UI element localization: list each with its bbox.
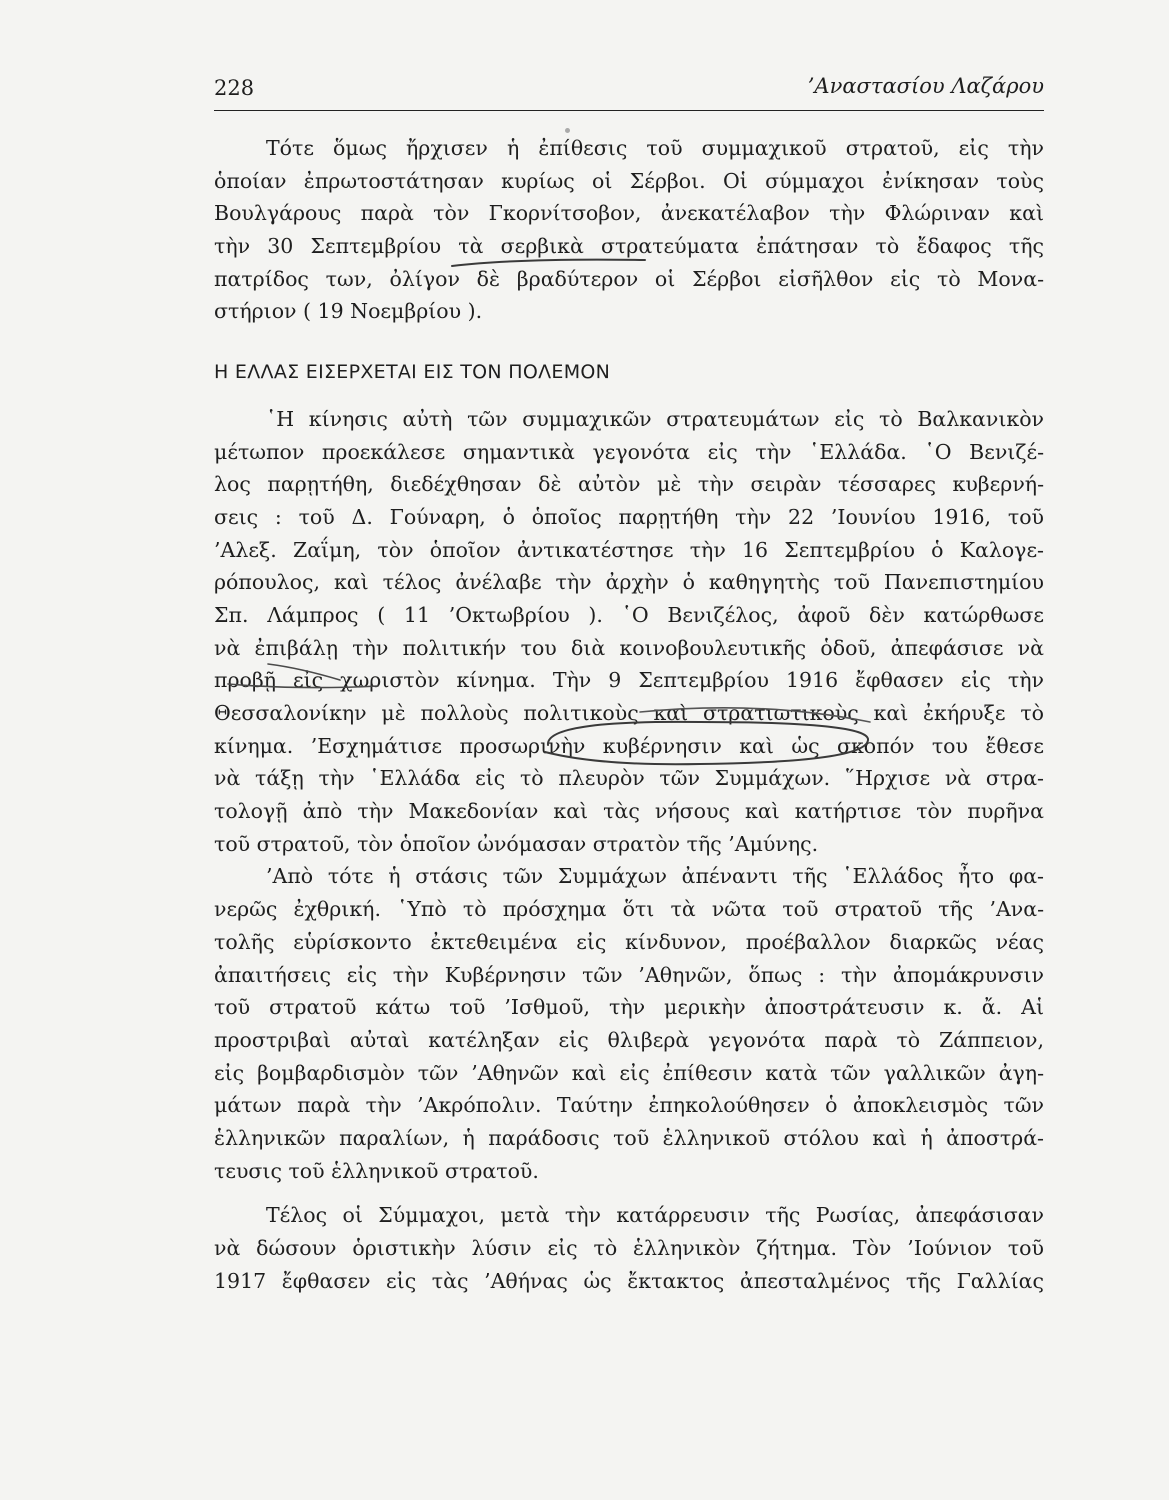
section-heading: Η ΕΛΛΑΣ ΕΙΣΕΡΧΕΤΑΙ ΕΙΣ ΤΟΝ ΠΟΛΕΜΟΝ (214, 361, 611, 384)
text-line: μέτωπον προεκάλεσε σημαντικὰ γεγονότα εἰς τὴν ῾Ελλάδα. ῾Ο Βενιζέ- (214, 439, 1044, 464)
text-line: σεις : τοῦ Δ. Γούναρη, ὁ ὁποῖος παρῃτήθη τὴν 22 ’Ιουνίου 1916, τοῦ (214, 504, 1044, 529)
paragraph-gap (214, 1187, 1044, 1199)
text-line: νὰ τάξῃ τὴν ῾Ελλάδα εἰς τὸ πλευρὸν τῶν Συμμάχων. ῞Ηρχισε νὰ στρα- (214, 766, 1044, 791)
text-line: τὴν 30 Σεπτεμβρίου τὰ σερβικὰ στρατεύματα ἐπάτησαν τὸ ἔδαφος τῆς (214, 234, 1044, 259)
text-line: ὁποίαν ἐπρωτοστάτησαν κυρίως οἱ Σέρβοι. Οἱ σύμμαχοι ἐνίκησαν τοὺς (214, 168, 1044, 193)
paper-speck (565, 128, 570, 133)
text-line: πατρίδος των, ὀλίγον δὲ βραδύτερον οἱ Σέρβοι εἰσῆλθον εἰς τὸ Μονα- (214, 266, 1044, 291)
text-line: τολογῇ ἀπὸ τὴν Μακεδονίαν καὶ τὰς νήσους καὶ κατήρτισε τὸν πυρῆνα (214, 799, 1044, 824)
text-line: στήριον ( 19 Νοεμβρίου ). (214, 299, 483, 324)
text-line: προβῇ εἰς χωριστὸν κίνημα. Τὴν 9 Σεπτεμβρίου 1916 ἔφθασεν εἰς τὴν (214, 668, 1044, 693)
text-line: Βουλγάρους παρὰ τὸν Γκορνίτσοβον, ἀνεκατέλαβον τὴν Φλώριναν καὶ (214, 201, 1044, 226)
page-header (214, 72, 1044, 106)
text-line: ῾Η κίνησις αὐτὴ τῶν συμμαχικῶν στρατευμάτων εἰς τὸ Βαλκανικὸν (266, 406, 1044, 431)
text-line: προστριβαὶ αὐταὶ κατέληξαν εἰς θλιβερὰ γεγονότα παρὰ τὸ Ζάππειον, (214, 1027, 1044, 1052)
text-line: μάτων παρὰ τὴν ’Ακρόπολιν. Ταύτην ἐπηκολούθησεν ὁ ἀποκλεισμὸς τῶν (214, 1093, 1044, 1118)
paragraph (214, 1199, 1044, 1297)
text-line: εἰς βομβαρδισμὸν τῶν ’Αθηνῶν καὶ εἰς ἐπίθεσιν κατὰ τῶν γαλλικῶν ἀγη- (214, 1060, 1044, 1085)
paragraph (214, 860, 1044, 1187)
text-line: νὰ ἐπιβάλῃ τὴν πολιτικήν του διὰ κοινοβουλευτικῆς ὁδοῦ, ἀπεφάσισε νὰ (214, 635, 1044, 660)
text-line: ἑλληνικῶν παραλίων, ἡ παράδοσις τοῦ ἑλληνικοῦ στόλου καὶ ἡ ἀποστρά- (214, 1125, 1044, 1150)
text-line: Θεσσαλονίκην μὲ πολλοὺς πολιτικοὺς καὶ στρατιωτικοὺς καὶ ἐκήρυξε τὸ (214, 701, 1044, 725)
text-line: ἀπαιτήσεις εἰς τὴν Κυβέρνησιν τῶν ’Αθηνῶν, ὅπως : τὴν ἀπομάκρυνσιν (214, 962, 1044, 987)
text-line: ρόπουλος, καὶ τέλος ἀνέλαβε τὴν ἀρχὴν ὁ καθηγητὴς τοῦ Πανεπιστημίου (214, 570, 1044, 595)
text-line: νὰ δώσουν ὁριστικὴν λύσιν εἰς τὸ ἑλληνικὸν ζήτημα. Τὸν ’Ιούνιον τοῦ (214, 1236, 1044, 1260)
text-line: ’Αλεξ. Ζαΐμη, τὸν ὁποῖον ἀντικατέστησε τὴν 16 Σεπτεμβρίου ὁ Καλογε- (214, 537, 1044, 562)
header-rule (214, 110, 1044, 111)
running-head: ’Αναστασίου Λαζάρου (807, 74, 1044, 98)
text-line: 1917 ἔφθασεν εἰς τὰς ’Αθήνας ὡς ἔκτακτος ἀπεσταλμένος τῆς Γαλλίας (214, 1268, 1044, 1293)
page-number: 228 (214, 76, 255, 100)
paragraph (214, 132, 1044, 328)
text-line: ’Απὸ τότε ἡ στάσις τῶν Συμμάχων ἀπέναντι τῆς ῾Ελλάδος ἦτο φα- (266, 864, 1044, 889)
text-line: Τότε ὅμως ἤρχισεν ἡ ἐπίθεσις τοῦ συμμαχικοῦ στρατοῦ, εἰς τὴν (266, 136, 1044, 160)
text-line: Τέλος οἱ Σύμμαχοι, μετὰ τὴν κατάρρευσιν τῆς Ρωσίας, ἀπεφάσισαν (266, 1203, 1044, 1228)
text-line: κίνημα. ’Εσχημάτισε προσωρινὴν κυβέρνησιν καὶ ὡς σκοπόν του ἔθεσε (214, 733, 1044, 758)
text-line: λος παρῃτήθη, διεδέχθησαν δὲ αὐτὸν μὲ τὴν σειρὰν τέσσαρες κυβερνή- (214, 472, 1044, 497)
paragraph (214, 403, 1044, 861)
text-line: νερῶς ἐχθρική. ῾Υπὸ τὸ πρόσχημα ὅτι τὰ νῶτα τοῦ στρατοῦ τῆς ’Ανα- (214, 897, 1044, 922)
text-line: τοῦ στρατοῦ, τὸν ὁποῖον ὠνόμασαν στρατὸν τῆς ’Αμύνης. (214, 831, 819, 856)
page-body (214, 132, 1044, 1297)
text-line: Σπ. Λάμπρος ( 11 ’Οκτωβρίου ). ῾Ο Βενιζέλος, ἀφοῦ δὲν κατώρθωσε (214, 602, 1044, 627)
text-line: τευσις τοῦ ἑλληνικοῦ στρατοῦ. (214, 1158, 539, 1183)
text-line: τολῆς εὑρίσκοντο ἐκτεθειμένα εἰς κίνδυνον, προέβαλλον διαρκῶς νέας (214, 929, 1044, 954)
text-line: τοῦ στρατοῦ κάτω τοῦ ’Ισθμοῦ, τὴν μερικὴν ἀποστράτευσιν κ. ἄ. Αἱ (214, 995, 1044, 1020)
